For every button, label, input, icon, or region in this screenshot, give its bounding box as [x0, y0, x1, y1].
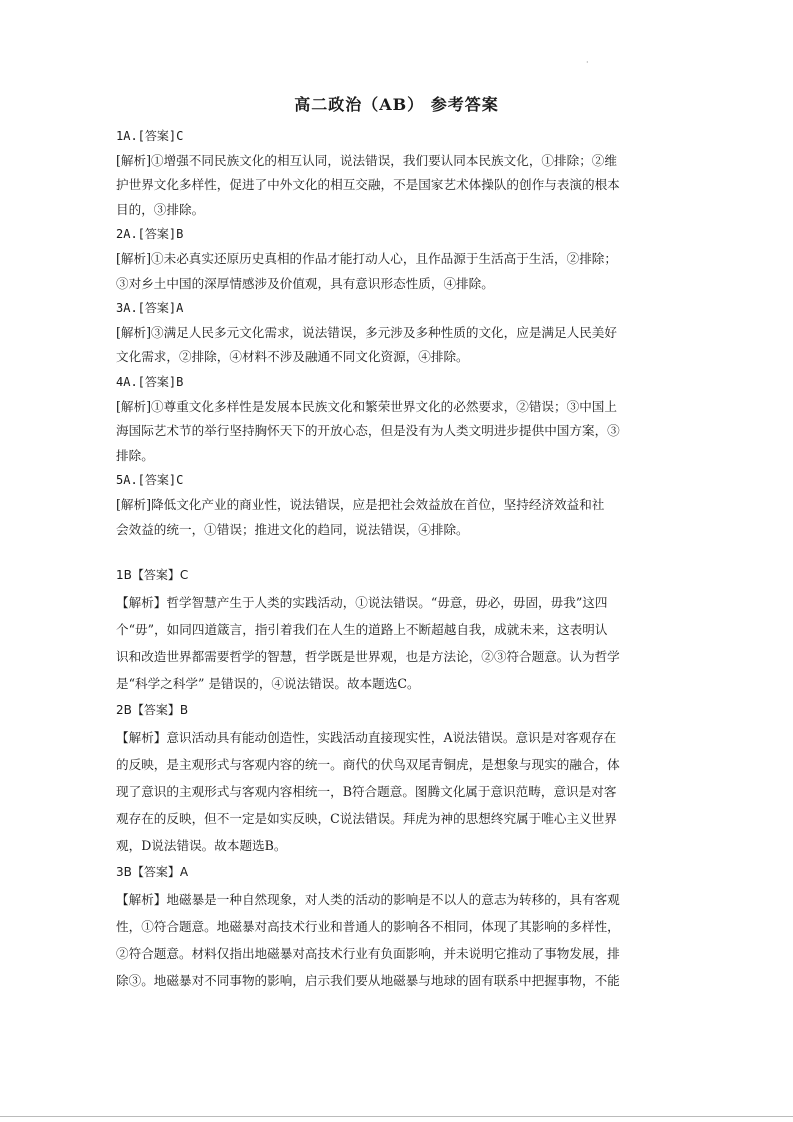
answer-key: 2B【答案】B — [116, 703, 189, 718]
answer-item — [116, 468, 678, 542]
answer-item — [116, 296, 678, 370]
answer-key: 3B【答案】A — [116, 865, 189, 880]
answer-item — [116, 222, 678, 296]
analysis-line: 【解析】地磁暴是一种自然现象，对人类的活动的影响是不以人的意志为转移的，具有客观 — [116, 892, 620, 908]
answer-key: 4A.[答案]B — [116, 374, 184, 389]
analysis-line: [解析]降低文化产业的商业性，说法错误，应是把社会效益放在首位，坚持经济效益和社 — [116, 496, 605, 512]
section-b — [116, 562, 678, 994]
answer-key: 2A.[答案]B — [116, 227, 184, 242]
analysis-line: 除③。地磁暴对不同事物的影响，启示我们要从地磁暴与地球的固有联系中把握事物，不能 — [116, 973, 620, 989]
analysis-line: 识和改造世界都需要哲学的智慧，哲学既是世界观，也是方法论，②③符合题意。认为哲学 — [116, 649, 620, 665]
answer-key: 5A.[答案]C — [116, 473, 184, 488]
analysis-line: 性，①符合题意。地磁暴对高技术行业和普通人的影响各不相同，体现了其影响的多样性， — [116, 919, 620, 935]
answer-key: 1B【答案】C — [116, 568, 189, 583]
answer-content — [116, 124, 678, 994]
analysis-line: 的反映，是主观形式与客观内容的统一。商代的伏鸟双尾青铜虎，是想象与现实的融合，体 — [116, 757, 620, 773]
section-a — [116, 124, 678, 542]
analysis-line: ②符合题意。材料仅指出地磁暴对高技术行业有负面影响，并未说明它推动了事物发展，排 — [116, 946, 620, 962]
answer-item — [116, 562, 678, 697]
section-gap — [116, 542, 678, 562]
analysis-line: [解析]①尊重文化多样性是发展本民族文化和繁荣世界文化的必然要求，②错误；③中国上 — [116, 398, 617, 414]
answer-item — [116, 697, 678, 859]
analysis-line: 【解析】意识活动具有能动创造性，实践活动直接现实性，A说法错误。意识是对客观存在 — [116, 730, 617, 746]
analysis-line: 个“毋”，如同四道箴言，指引着我们在人生的道路上不断超越自我，成就未来，这表明认 — [116, 622, 608, 638]
answer-key: 1A.[答案]C — [116, 129, 184, 143]
analysis-line: 是“科学之科学” 是错误的，④说法错误。故本题选C。 — [116, 676, 420, 692]
analysis-line: ③对乡土中国的深厚情感涉及价值观，具有意识形态性质，④排除。 — [116, 275, 494, 291]
analysis-line: 排除。 — [116, 447, 154, 463]
analysis-line: 护世界文化多样性，促进了中外文化的相互交融，不是国家艺术体操队的创作与表演的根本 — [116, 177, 620, 193]
analysis-line: 【解析】哲学智慧产生于人类的实践活动，①说法错误。“毋意，毋必，毋固，毋我”这四 — [116, 595, 608, 611]
corner-mark: · — [586, 58, 589, 67]
page-bottom-rule — [0, 1116, 793, 1117]
answer-item — [116, 370, 678, 468]
analysis-line: [解析]①未必真实还原历史真相的作品才能打动人心，且作品源于生活高于生活，②排除； — [116, 250, 617, 266]
answer-item — [116, 124, 678, 222]
analysis-line: 会效益的统一，①错误；推进文化的趋同，说法错误，④排除。 — [116, 521, 469, 537]
analysis-line: 海国际艺术节的举行坚持胸怀天下的开放心态，但是没有为人类文明进步提供中国方案，③ — [116, 423, 620, 439]
analysis-line: [解析]③满足人民多元文化需求，说法错误，多元涉及多种性质的文化，应是满足人民美好 — [116, 324, 617, 340]
analysis-line: [解析]①增强不同民族文化的相互认同，说法错误，我们要认同本民族文化，①排除；②维 — [116, 152, 617, 168]
answer-item — [116, 859, 678, 994]
analysis-line: 目的，③排除。 — [116, 201, 205, 217]
analysis-line: 文化需求，②排除，④材料不涉及融通不同文化资源，④排除。 — [116, 349, 469, 365]
answer-key: 3A.[答案]A — [116, 301, 184, 316]
analysis-line: 现了意识的主观形式与客观内容相统一，B符合题意。图腾文化属于意识范畴，意识是对客 — [116, 784, 617, 800]
analysis-line: 观存在的反映，但不一定是如实反映，C说法错误。拜虎为神的思想终究属于唯心主义世界 — [116, 811, 617, 827]
page-title: 高二政治（AB） 参考答案 — [294, 95, 499, 114]
analysis-line: 观，D说法错误。故本题选B。 — [116, 838, 287, 854]
